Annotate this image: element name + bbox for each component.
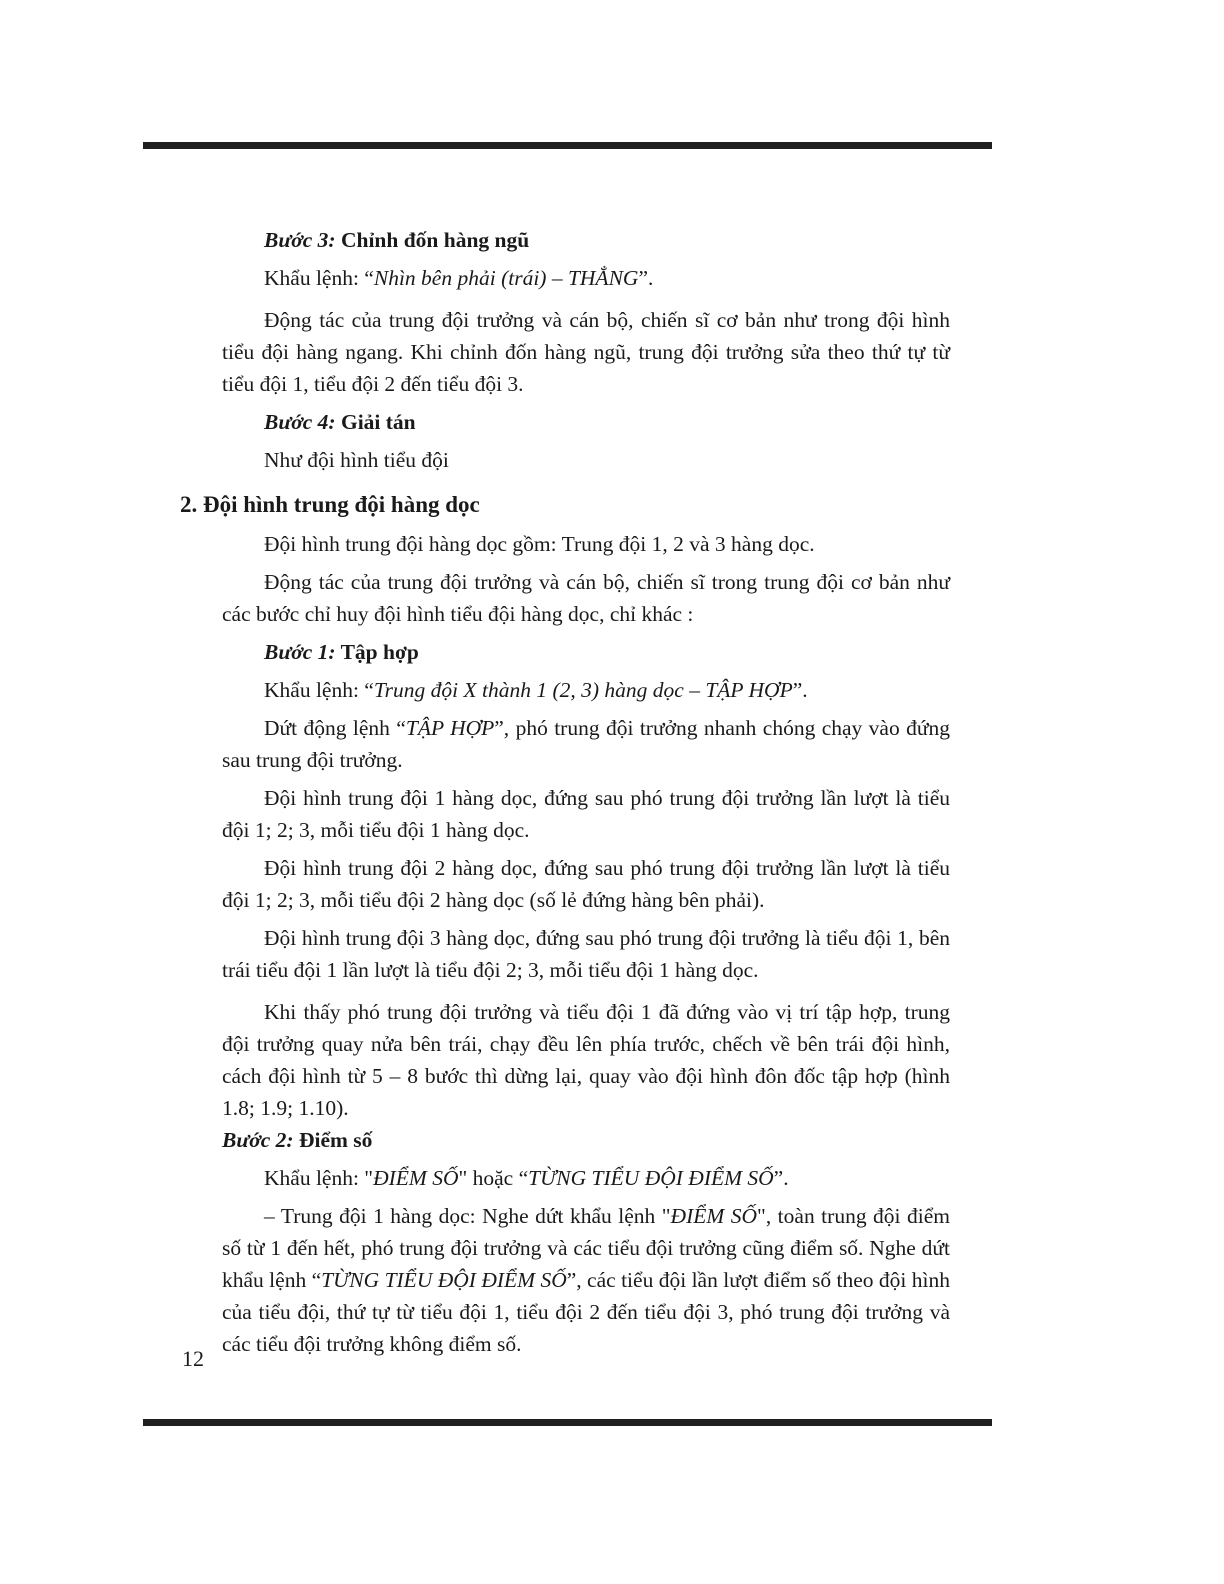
step-1-title: Tập hợp bbox=[335, 640, 419, 664]
step-1-heading bbox=[222, 636, 950, 668]
step-1-command bbox=[222, 674, 950, 706]
step-3-paragraph: Động tác của trung đội trưởng và cán bộ, chiến sĩ cơ bản như trong đội hình tiểu đội hàng ngang. Khi chỉnh đốn hàng ngũ, trung đội trưởng sửa theo thứ tự từ tiểu đội 1, tiểu đội 2 đến tiểu đội 3. bbox=[222, 308, 950, 396]
step-1-command-text: Trung đội X thành 1 (2, 3) hàng dọc – TẬP HỢP bbox=[373, 678, 793, 702]
section-2-title: 2. Đội hình trung đội hàng dọc bbox=[180, 492, 480, 517]
step-2-command-middle: " hoặc “ bbox=[458, 1166, 529, 1190]
footer-rule bbox=[143, 1419, 992, 1426]
step-1-paragraph-2: Đội hình trung đội 1 hàng dọc, đứng sau phó trung đội trưởng lần lượt là tiểu đội 1; 2; 3, mỗi tiểu đội 1 hàng dọc. bbox=[222, 786, 950, 842]
step-1-lead: Bước 1: bbox=[264, 640, 336, 664]
step-3-command bbox=[222, 262, 950, 294]
step-2-lead: Bước 2: bbox=[222, 1128, 294, 1152]
step-2-paragraph-1-command-1: ĐIỂM SỐ bbox=[670, 1204, 758, 1228]
section-2-paragraph-2: Động tác của trung đội trưởng và cán bộ, chiến sĩ trong trung đội cơ bản như các bước chỉ huy đội hình tiểu đội hàng dọc, chỉ khác : bbox=[222, 570, 950, 626]
step-2-command-prefix: Khẩu lệnh: " bbox=[264, 1166, 374, 1190]
step-3-command-suffix: ”. bbox=[638, 266, 654, 290]
step-2-paragraph-1-part-b: ", toàn trung đội điểm số từ 1 đến hết, phó trung đội trưởng và các tiểu đội trưởng cũng điểm số. Nghe dứt khẩu lệnh “ bbox=[222, 1204, 950, 1292]
step-3-lead: Bước 3: bbox=[264, 228, 336, 252]
page-body bbox=[180, 224, 950, 1360]
step-2-command-suffix: ”. bbox=[773, 1166, 789, 1190]
header-rule bbox=[143, 142, 992, 149]
page-number: 12 bbox=[182, 1346, 204, 1371]
step-2-paragraph-1-part-c: ”, các tiểu đội lần lượt điểm số theo đội hình của tiểu đội, thứ tự từ tiểu đội 1, tiểu đội 2 đến tiểu đội 3, phó trung đội trưởng và các tiểu đội trưởng không điểm số. bbox=[222, 1268, 950, 1356]
step-1-command-suffix: ”. bbox=[792, 678, 808, 702]
section-2-paragraph-1: Đội hình trung đội hàng dọc gồm: Trung đội 1, 2 và 3 hàng dọc. bbox=[264, 532, 815, 556]
step-3-command-text: Nhìn bên phải (trái) – THẲNG bbox=[373, 266, 639, 290]
step-2-paragraph-1-part-a: – Trung đội 1 hàng dọc: Nghe dứt khẩu lệnh " bbox=[264, 1204, 671, 1228]
step-3-heading bbox=[222, 224, 950, 256]
step-1-paragraph-4: Đội hình trung đội 3 hàng dọc, đứng sau phó trung đội trưởng là tiểu đội 1, bên trái tiểu đội 1 lần lượt là tiểu đội 2; 3, mỗi tiểu đội 1 hàng dọc. bbox=[222, 926, 950, 982]
step-1-paragraph-3: Đội hình trung đội 2 hàng dọc, đứng sau phó trung đội trưởng lần lượt là tiểu đội 1; 2; 3, mỗi tiểu đội 2 hàng dọc (số lẻ đứng hàng bên phải). bbox=[222, 856, 950, 912]
step-2-paragraph-1-command-2: TỪNG TIỂU ĐỘI ĐIỂM SỐ bbox=[321, 1268, 567, 1292]
step-1-paragraph-1-prefix: Dứt động lệnh “ bbox=[264, 716, 406, 740]
step-2-command-text-2: TỪNG TIỂU ĐỘI ĐIỂM SỐ bbox=[528, 1166, 774, 1190]
step-1-command-prefix: Khẩu lệnh: “ bbox=[264, 678, 374, 702]
step-3-title: Chỉnh đốn hàng ngũ bbox=[335, 228, 530, 252]
step-2-command-text-1: ĐIỂM SỐ bbox=[373, 1166, 459, 1190]
step-1-paragraph-1 bbox=[222, 712, 950, 776]
step-4-heading bbox=[222, 406, 950, 438]
step-2-paragraph-1 bbox=[222, 1200, 950, 1360]
step-2-heading bbox=[222, 1124, 950, 1156]
step-3-command-prefix: Khẩu lệnh: “ bbox=[264, 266, 374, 290]
step-4-lead: Bước 4: bbox=[264, 410, 336, 434]
step-2-command bbox=[222, 1162, 950, 1194]
step-2-title: Điểm số bbox=[293, 1128, 373, 1152]
step-4-paragraph: Như đội hình tiểu đội bbox=[264, 448, 449, 472]
step-1-paragraph-5: Khi thấy phó trung đội trưởng và tiểu đội 1 đã đứng vào vị trí tập hợp, trung đội trưởng quay nửa bên trái, chạy đều lên phía trước, chếch về bên trái đội hình, cách đội hình từ 5 – 8 bước thì dừng lại, quay vào đội hình đôn đốc tập hợp (hình 1.8; 1.9; 1.10). bbox=[222, 1000, 950, 1120]
step-1-paragraph-1-suffix: ”, phó trung đội trưởng nhanh chóng chạy vào đứng sau trung đội trưởng. bbox=[222, 716, 950, 772]
step-4-title: Giải tán bbox=[335, 410, 416, 434]
step-1-paragraph-1-command: TẬP HỢP bbox=[405, 716, 495, 740]
